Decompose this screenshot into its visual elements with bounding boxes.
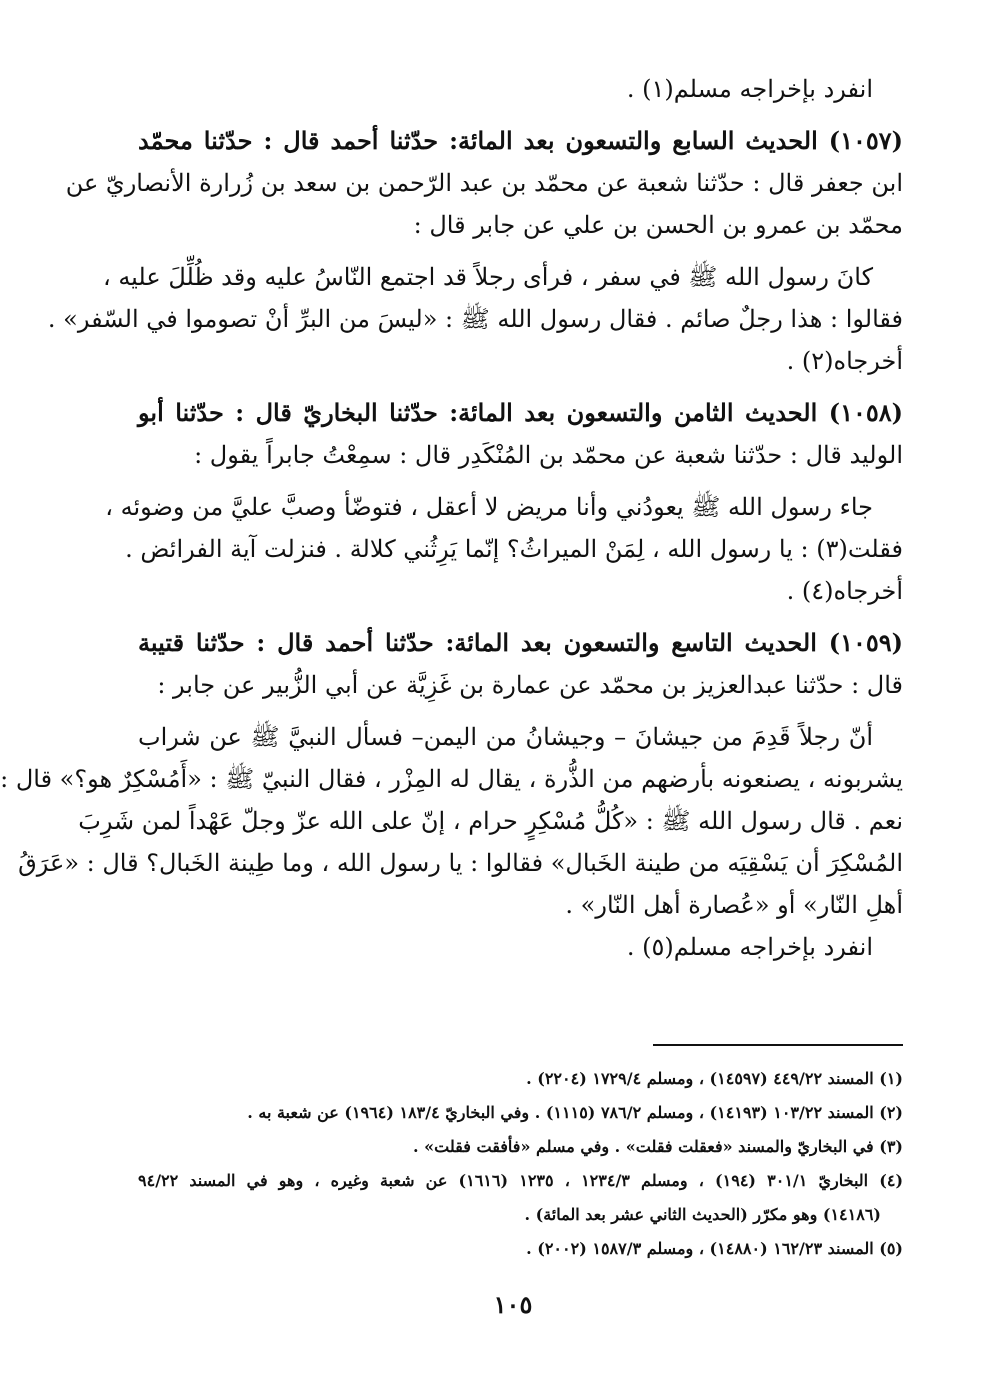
text-line: قال : حدّثنا عبدالعزيز بن محمّد عن عمارة بن غَزِيَّة عن أبي الزُّبير عن جابر : <box>157 671 903 699</box>
text-line: أنّ رجلاً قَدِمَ من جيشانَ – وجيشانُ من اليمن– فسأل النبيَّ ﷺ عن شراب <box>138 723 873 751</box>
hadith-heading-1059: (١٠٥٩) الحديث التاسع والتسعون بعد المائة: حدّثنا أحمد قال : حدّثنا قتيبة <box>138 628 903 657</box>
text-line: أخرجاه(٤) . <box>786 577 903 605</box>
text-line: فقلت(٣) : يا رسول الله ، لِمَنْ الميراثُ؟ إنّما يَرِثُني كلالة . فنزلت آية الفرائض . <box>125 535 903 563</box>
text-line: نعم . قال رسول الله ﷺ : «كُلُّ مُسْكِرٍ حرام ، إنّ على الله عزّ وجلّ عَهْداً لمن شَرِبَ <box>78 807 903 835</box>
text-line: محمّد بن عمرو بن الحسن بن علي عن جابر قال : <box>413 211 903 239</box>
footnote-divider <box>653 1044 903 1046</box>
text-line: فقالوا : هذا رجلٌ صائم . فقال رسول الله ﷺ : «ليسَ من البرِّ أنْ تصوموا في السّفر» . <box>47 305 903 333</box>
text-line: جاء رسول الله ﷺ يعودُني وأنا مريض لا أعقل ، فتوضّأ وصبَّ عليَّ من وضوئه ، <box>105 493 873 521</box>
hadith-heading-1057: (١٠٥٧) الحديث السابع والتسعون بعد المائة: حدّثنا أحمد قال : حدّثنا محمّد <box>138 126 903 155</box>
text-line: أخرجاه(٢) . <box>786 347 903 375</box>
text-line: أهلِ النّار» أو «عُصارة أهل النّار» . <box>565 891 903 919</box>
text-line: الوليد قال : حدّثنا شعبة عن محمّد بن المُنْكَدِر قال : سمِعْتُ جابراً يقول : <box>194 441 903 469</box>
footnote-5: (٥) المسند ١٦٢/٢٣ (١٤٨٨٠) ، ومسلم ١٥٨٧/٣ (٢٠٠٢) . <box>526 1239 903 1258</box>
footnote-1: (١) المسند ٤٤٩/٢٢ (١٤٥٩٧) ، ومسلم ١٧٢٩/٤ (٢٢٠٤) . <box>526 1069 903 1088</box>
text-line: انفرد بإخراجه مسلم(١) . <box>626 75 873 103</box>
hadith-heading-1058: (١٠٥٨) الحديث الثامن والتسعون بعد المائة: حدّثنا البخاريّ قال : حدّثنا أبو <box>138 398 903 427</box>
text-line: كانَ رسول الله ﷺ في سفر ، فرأى رجلاً قد اجتمع النّاسُ عليه وقد ظُلِّلَ عليه ، <box>102 263 873 291</box>
page-number: ١٠٥ <box>493 1290 533 1319</box>
text-line: المُسْكِرَ أن يَسْقِيَه من طينة الخَبال» فقالوا : يا رسول الله ، وما طِينة الخَبال؟ قال : «عَرَقُ <box>18 849 903 877</box>
footnote-4-continued: (١٤١٨٦) وهو مكرّر (الحديث الثاني عشر بعد المائة) . <box>524 1205 881 1224</box>
text-line: ابن جعفر قال : حدّثنا شعبة عن محمّد بن عبد الرّحمن بن سعد بن زُرارة الأنصاريّ عن <box>65 169 903 197</box>
text-line: انفرد بإخراجه مسلم(٥) . <box>626 933 873 961</box>
footnote-3: (٣) في البخاريّ والمسند «فعقلت فقلت» . وفي مسلم «فأفقت فقلت» . <box>413 1137 903 1156</box>
footnote-2: (٢) المسند ١٠٣/٢٢ (١٤١٩٣) ، ومسلم ٧٨٦/٢ (١١١٥) . وفي البخاريّ ١٨٣/٤ (١٩٦٤) عن شعبة به . <box>247 1103 903 1122</box>
main-text <box>0 68 903 968</box>
text-line: يشربونه ، يصنعونه بأرضهم من الذُّرة ، يقال له المِزْر ، فقال النبيّ ﷺ : «أَمُسْكِرٌ هو؟» قال : <box>0 765 903 793</box>
footnote-4: (٤) البخاريّ ٣٠١/١ (١٩٤) ، ومسلم ١٢٣٤/٣ ، ١٢٣٥ (١٦١٦) عن شعبة وغيره ، وهو في المسند ٩٤/٢٢ <box>138 1171 904 1190</box>
footnotes <box>138 1062 903 1266</box>
